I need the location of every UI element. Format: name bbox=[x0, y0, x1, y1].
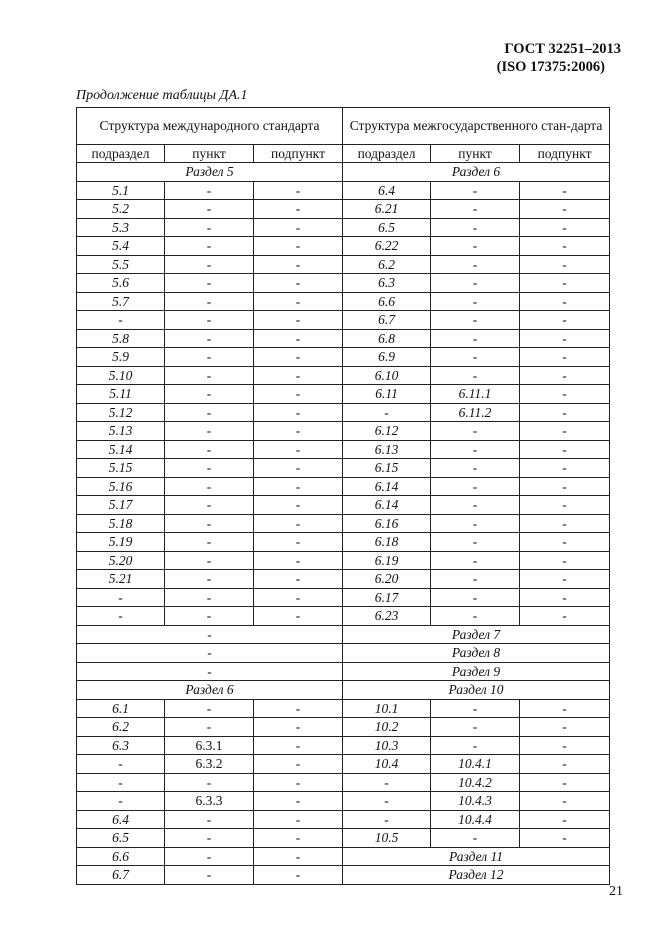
table-cell: - bbox=[165, 773, 254, 792]
table-cell: 5.19 bbox=[77, 533, 165, 552]
table-cell: - bbox=[431, 829, 520, 848]
table-row bbox=[77, 181, 610, 200]
table-cell: 5.18 bbox=[77, 514, 165, 533]
table-cell: - bbox=[431, 348, 520, 367]
table-cell: - bbox=[165, 570, 254, 589]
table-cell: 6.16 bbox=[343, 514, 431, 533]
table-row bbox=[77, 422, 610, 441]
table-cell: 5.5 bbox=[77, 255, 165, 274]
table-row bbox=[77, 514, 610, 533]
column-header: подпункт bbox=[254, 145, 343, 163]
table-cell: - bbox=[431, 607, 520, 626]
table-cell: 5.9 bbox=[77, 348, 165, 367]
table-cell: - bbox=[77, 311, 165, 330]
table-cell: 6.15 bbox=[343, 459, 431, 478]
table-cell: 5.11 bbox=[77, 385, 165, 404]
table-caption: Продолжение таблицы ДА.1 bbox=[76, 88, 248, 103]
table-cell: 6.8 bbox=[343, 329, 431, 348]
table-cell: - bbox=[431, 440, 520, 459]
column-header: пункт bbox=[165, 145, 254, 163]
table-cell: 6.1 bbox=[77, 699, 165, 718]
table-cell: - bbox=[254, 181, 343, 200]
table-cell: - bbox=[165, 237, 254, 256]
table-cell: - bbox=[165, 366, 254, 385]
table-cell: - bbox=[254, 792, 343, 811]
table-cell: 6.7 bbox=[77, 866, 165, 885]
table-cell: - bbox=[520, 551, 610, 570]
table-cell: - bbox=[520, 736, 610, 755]
table-cell: - bbox=[520, 829, 610, 848]
table-cell: 6.7 bbox=[343, 311, 431, 330]
table-cell: Раздел 5 bbox=[77, 163, 343, 182]
table-cell: - bbox=[165, 311, 254, 330]
table-cell: - bbox=[254, 218, 343, 237]
table-cell: - bbox=[165, 218, 254, 237]
standard-designation: ГОСТ 32251–2013 bbox=[504, 41, 621, 57]
table-cell: - bbox=[254, 200, 343, 219]
table-cell: - bbox=[165, 200, 254, 219]
table-cell: - bbox=[520, 459, 610, 478]
table-row bbox=[77, 607, 610, 626]
table-cell: - bbox=[165, 459, 254, 478]
table-row bbox=[77, 866, 610, 885]
table-cell: - bbox=[431, 422, 520, 441]
table-cell: 10.4.3 bbox=[431, 792, 520, 811]
table-cell: - bbox=[165, 403, 254, 422]
table-row bbox=[77, 496, 610, 515]
table-cell: - bbox=[254, 496, 343, 515]
table-cell: 6.6 bbox=[77, 847, 165, 866]
table-cell: 5.21 bbox=[77, 570, 165, 589]
table-row bbox=[77, 366, 610, 385]
table-cell: 5.12 bbox=[77, 403, 165, 422]
table-cell: - bbox=[520, 366, 610, 385]
table-cell: 10.2 bbox=[343, 718, 431, 737]
table-cell: - bbox=[254, 847, 343, 866]
table-cell: - bbox=[520, 477, 610, 496]
table-cell: - bbox=[431, 366, 520, 385]
table-cell: 6.21 bbox=[343, 200, 431, 219]
table-cell: 6.11 bbox=[343, 385, 431, 404]
table-cell: Раздел 11 bbox=[343, 847, 610, 866]
table-cell: - bbox=[165, 292, 254, 311]
table-cell: - bbox=[254, 274, 343, 293]
table-cell: Раздел 12 bbox=[343, 866, 610, 885]
table-cell: 5.4 bbox=[77, 237, 165, 256]
table-cell: - bbox=[520, 311, 610, 330]
table-cell: - bbox=[520, 773, 610, 792]
table-cell: - bbox=[431, 699, 520, 718]
table-cell: - bbox=[165, 551, 254, 570]
table-cell: - bbox=[431, 274, 520, 293]
table-cell: - bbox=[254, 440, 343, 459]
table-cell: - bbox=[343, 773, 431, 792]
table-cell: 10.5 bbox=[343, 829, 431, 848]
table-header-row bbox=[77, 108, 610, 145]
table-cell: - bbox=[520, 533, 610, 552]
table-row bbox=[77, 403, 610, 422]
table-cell: - bbox=[254, 255, 343, 274]
column-header: подпункт bbox=[520, 145, 610, 163]
header-international-structure: Структура международного стандарта bbox=[77, 108, 343, 145]
table-cell: - bbox=[165, 588, 254, 607]
column-header-row bbox=[77, 145, 610, 163]
table-cell: 6.14 bbox=[343, 496, 431, 515]
table-cell: - bbox=[520, 329, 610, 348]
table-row bbox=[77, 570, 610, 589]
column-header: подраздел bbox=[343, 145, 431, 163]
table-row bbox=[77, 755, 610, 774]
table-cell: - bbox=[431, 255, 520, 274]
table-row bbox=[77, 625, 610, 644]
table-cell: 6.17 bbox=[343, 588, 431, 607]
table-cell: - bbox=[165, 181, 254, 200]
table-cell: - bbox=[254, 570, 343, 589]
table-row bbox=[77, 255, 610, 274]
table-cell: - bbox=[431, 588, 520, 607]
table-row bbox=[77, 810, 610, 829]
table-cell: 5.13 bbox=[77, 422, 165, 441]
table-cell: - bbox=[343, 810, 431, 829]
table-row bbox=[77, 459, 610, 478]
table-cell: - bbox=[431, 329, 520, 348]
table-cell: - bbox=[254, 773, 343, 792]
table-cell: - bbox=[431, 200, 520, 219]
table-cell: 6.4 bbox=[77, 810, 165, 829]
table-cell: 6.6 bbox=[343, 292, 431, 311]
table-cell: 6.10 bbox=[343, 366, 431, 385]
table-cell: 6.3.3 bbox=[165, 792, 254, 811]
column-header: пункт bbox=[431, 145, 520, 163]
table-cell: - bbox=[254, 755, 343, 774]
table-cell: - bbox=[77, 588, 165, 607]
table-cell: - bbox=[254, 348, 343, 367]
table-cell: - bbox=[343, 792, 431, 811]
table-cell: - bbox=[254, 588, 343, 607]
table-cell: 5.2 bbox=[77, 200, 165, 219]
table-row bbox=[77, 274, 610, 293]
table-cell: Раздел 9 bbox=[343, 662, 610, 681]
table-cell: 5.15 bbox=[77, 459, 165, 478]
table-cell: 10.4.1 bbox=[431, 755, 520, 774]
table-cell: - bbox=[431, 514, 520, 533]
table-cell: Раздел 10 bbox=[343, 681, 610, 700]
table-cell: 10.4.2 bbox=[431, 773, 520, 792]
table-cell: - bbox=[431, 292, 520, 311]
table-cell: - bbox=[165, 514, 254, 533]
table-cell: - bbox=[254, 329, 343, 348]
table-row bbox=[77, 385, 610, 404]
table-row bbox=[77, 662, 610, 681]
table-cell: 6.23 bbox=[343, 607, 431, 626]
table-cell: - bbox=[520, 570, 610, 589]
table-cell: - bbox=[165, 699, 254, 718]
table-row bbox=[77, 237, 610, 256]
table-cell: - bbox=[165, 477, 254, 496]
table-cell: - bbox=[431, 496, 520, 515]
table-cell: 6.2 bbox=[77, 718, 165, 737]
table-row bbox=[77, 163, 610, 182]
table-cell: - bbox=[520, 755, 610, 774]
table-row bbox=[77, 348, 610, 367]
table-cell: - bbox=[165, 440, 254, 459]
table-cell: - bbox=[254, 385, 343, 404]
table-cell: - bbox=[165, 829, 254, 848]
table-cell: 6.3 bbox=[343, 274, 431, 293]
table-cell: - bbox=[520, 274, 610, 293]
table-cell: - bbox=[254, 533, 343, 552]
table-cell: - bbox=[520, 200, 610, 219]
table-cell: - bbox=[254, 237, 343, 256]
table-cell: - bbox=[520, 514, 610, 533]
table-cell: 10.4.4 bbox=[431, 810, 520, 829]
table-cell: - bbox=[165, 385, 254, 404]
table-cell: - bbox=[165, 607, 254, 626]
table-cell: 6.5 bbox=[77, 829, 165, 848]
table-cell: - bbox=[165, 718, 254, 737]
table-row bbox=[77, 773, 610, 792]
table-cell: 6.2 bbox=[343, 255, 431, 274]
table-cell: - bbox=[254, 607, 343, 626]
table-cell: - bbox=[254, 866, 343, 885]
table-cell: - bbox=[520, 810, 610, 829]
table-cell: - bbox=[431, 736, 520, 755]
table-cell: 5.20 bbox=[77, 551, 165, 570]
table-cell: - bbox=[165, 329, 254, 348]
table-cell: 6.5 bbox=[343, 218, 431, 237]
table-cell: - bbox=[431, 459, 520, 478]
table-cell: - bbox=[520, 237, 610, 256]
table-cell: - bbox=[254, 422, 343, 441]
correspondence-table bbox=[76, 107, 610, 885]
table-cell: - bbox=[254, 736, 343, 755]
table-cell: 6.4 bbox=[343, 181, 431, 200]
table-cell: - bbox=[520, 292, 610, 311]
table-row bbox=[77, 736, 610, 755]
table-cell: - bbox=[77, 792, 165, 811]
table-row bbox=[77, 644, 610, 663]
table-cell: - bbox=[254, 829, 343, 848]
table-cell: - bbox=[520, 385, 610, 404]
table-cell: - bbox=[254, 366, 343, 385]
table-cell: - bbox=[254, 477, 343, 496]
table-cell: - bbox=[165, 847, 254, 866]
table-cell: 6.22 bbox=[343, 237, 431, 256]
table-row bbox=[77, 533, 610, 552]
table-cell: - bbox=[431, 570, 520, 589]
table-cell: 5.10 bbox=[77, 366, 165, 385]
table-row bbox=[77, 588, 610, 607]
table-row bbox=[77, 829, 610, 848]
table-cell: - bbox=[431, 551, 520, 570]
table-row bbox=[77, 718, 610, 737]
table-cell: - bbox=[254, 403, 343, 422]
table-cell: - bbox=[520, 588, 610, 607]
table-cell: - bbox=[254, 699, 343, 718]
table-cell: Раздел 6 bbox=[77, 681, 343, 700]
table-cell: - bbox=[165, 866, 254, 885]
table-cell: 6.3 bbox=[77, 736, 165, 755]
table-row bbox=[77, 792, 610, 811]
table-row bbox=[77, 311, 610, 330]
table-cell: - bbox=[520, 403, 610, 422]
table-cell: - bbox=[431, 718, 520, 737]
table-cell: 6.3.2 bbox=[165, 755, 254, 774]
table-cell: 5.16 bbox=[77, 477, 165, 496]
iso-designation: (ISO 17375:2006) bbox=[496, 59, 605, 75]
table-cell: - bbox=[254, 292, 343, 311]
table-cell: - bbox=[254, 551, 343, 570]
table-cell: 6.20 bbox=[343, 570, 431, 589]
table-cell: - bbox=[520, 422, 610, 441]
table-cell: - bbox=[165, 496, 254, 515]
table-row bbox=[77, 847, 610, 866]
table-cell: - bbox=[520, 792, 610, 811]
table-cell: - bbox=[254, 459, 343, 478]
table-cell: - bbox=[520, 607, 610, 626]
table-row bbox=[77, 329, 610, 348]
table-row bbox=[77, 200, 610, 219]
table-row bbox=[77, 699, 610, 718]
table-cell: - bbox=[520, 181, 610, 200]
table-cell: 6.3.1 bbox=[165, 736, 254, 755]
table-cell: - bbox=[254, 810, 343, 829]
table-cell: - bbox=[254, 514, 343, 533]
table-cell: Раздел 6 bbox=[343, 163, 610, 182]
table-cell: - bbox=[165, 274, 254, 293]
table-cell: 10.3 bbox=[343, 736, 431, 755]
table-cell: 6.11.1 bbox=[431, 385, 520, 404]
table-cell: - bbox=[165, 533, 254, 552]
table-cell: 6.13 bbox=[343, 440, 431, 459]
table-cell: - bbox=[520, 218, 610, 237]
table-cell: - bbox=[77, 662, 343, 681]
table-row bbox=[77, 681, 610, 700]
table-cell: - bbox=[431, 477, 520, 496]
table-row bbox=[77, 440, 610, 459]
table-cell: 5.6 bbox=[77, 274, 165, 293]
table-cell: 5.17 bbox=[77, 496, 165, 515]
table-cell: 6.18 bbox=[343, 533, 431, 552]
table-cell: - bbox=[431, 181, 520, 200]
table-cell: - bbox=[77, 755, 165, 774]
table-cell: - bbox=[520, 348, 610, 367]
table-cell: 6.11.2 bbox=[431, 403, 520, 422]
table-row bbox=[77, 292, 610, 311]
table-cell: - bbox=[165, 422, 254, 441]
table-cell: 6.19 bbox=[343, 551, 431, 570]
table-cell: - bbox=[77, 773, 165, 792]
page-number: 21 bbox=[609, 884, 623, 899]
table-cell: 5.3 bbox=[77, 218, 165, 237]
table-cell: - bbox=[431, 218, 520, 237]
table-cell: 10.1 bbox=[343, 699, 431, 718]
table-row bbox=[77, 551, 610, 570]
table-cell: 5.7 bbox=[77, 292, 165, 311]
table-row bbox=[77, 477, 610, 496]
table-cell: - bbox=[254, 718, 343, 737]
table-cell: - bbox=[77, 625, 343, 644]
table-cell: 6.9 bbox=[343, 348, 431, 367]
table-row bbox=[77, 218, 610, 237]
table-cell: - bbox=[431, 533, 520, 552]
table-cell: - bbox=[165, 255, 254, 274]
table-cell: 6.14 bbox=[343, 477, 431, 496]
table-cell: 5.8 bbox=[77, 329, 165, 348]
table-cell: 5.1 bbox=[77, 181, 165, 200]
table-cell: - bbox=[165, 348, 254, 367]
table-cell: - bbox=[77, 607, 165, 626]
table-cell: - bbox=[254, 311, 343, 330]
table-cell: - bbox=[520, 440, 610, 459]
table-cell: - bbox=[520, 718, 610, 737]
table-cell: 10.4 bbox=[343, 755, 431, 774]
table-cell: Раздел 8 bbox=[343, 644, 610, 663]
table-cell: 6.12 bbox=[343, 422, 431, 441]
table-cell: - bbox=[343, 403, 431, 422]
table-cell: Раздел 7 bbox=[343, 625, 610, 644]
table-cell: - bbox=[77, 644, 343, 663]
header-interstate-structure: Структура межгосударственного стан-дарта bbox=[343, 108, 610, 145]
table-cell: - bbox=[431, 311, 520, 330]
table-cell: - bbox=[165, 810, 254, 829]
table-cell: - bbox=[520, 255, 610, 274]
table-cell: 5.14 bbox=[77, 440, 165, 459]
table-cell: - bbox=[431, 237, 520, 256]
table-cell: - bbox=[520, 496, 610, 515]
table-cell: - bbox=[520, 699, 610, 718]
column-header: подраздел bbox=[77, 145, 165, 163]
